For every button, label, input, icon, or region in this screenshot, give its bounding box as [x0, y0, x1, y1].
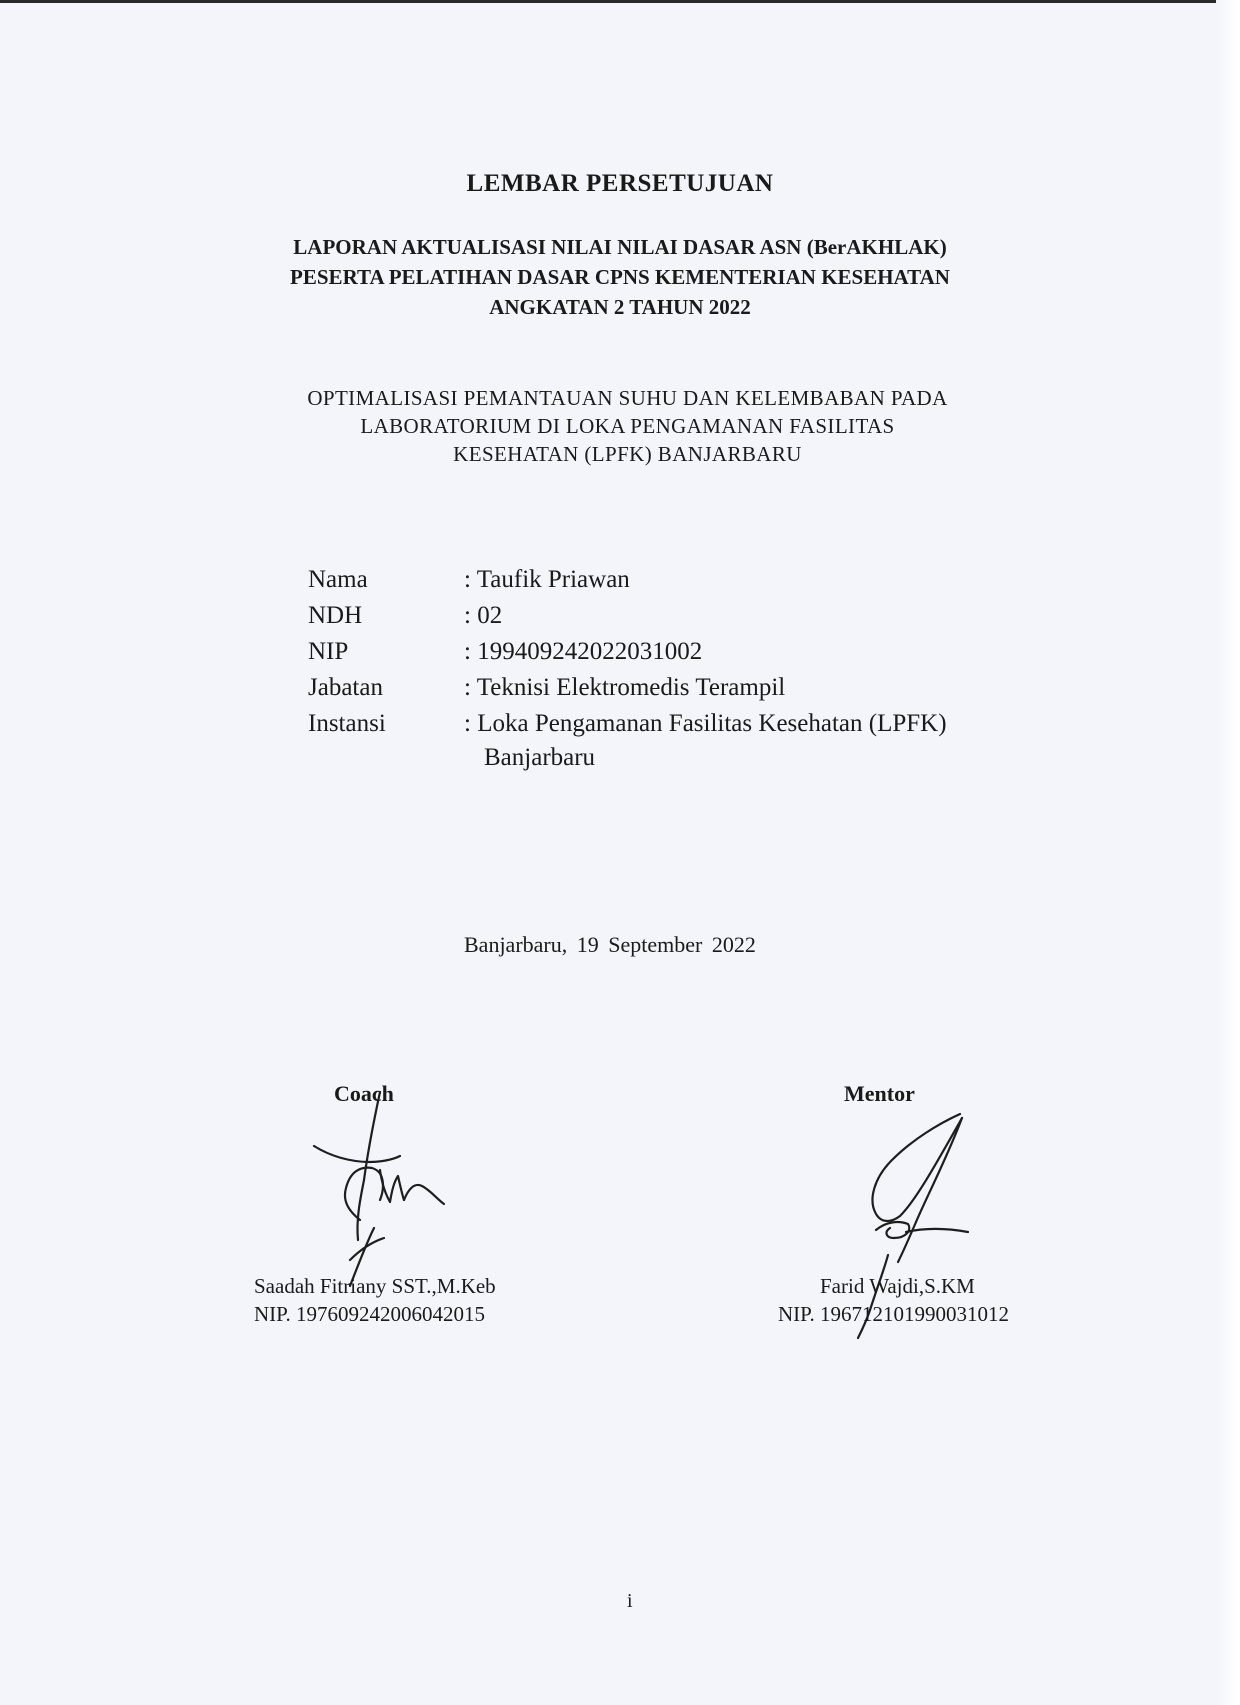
- mentor-name-block: [778, 1272, 1009, 1328]
- info-label: Jabatan: [308, 674, 383, 701]
- info-row-instansi: [308, 706, 1024, 742]
- info-row-jabatan: [308, 670, 1024, 706]
- page-number: i: [627, 1590, 633, 1612]
- info-row-nip: [308, 634, 1024, 670]
- subtitle-line: LAPORAN AKTUALISASI NILAI NILAI DASAR ASN (BerAKHLAK): [293, 235, 947, 259]
- info-value: : 02: [464, 602, 503, 629]
- info-row-nama: [308, 562, 1024, 598]
- subtitle-line: PESERTA PELATIHAN DASAR CPNS KEMENTERIAN KESEHATAN: [290, 265, 950, 289]
- info-value: : Taufik Priawan: [464, 566, 630, 593]
- info-label: NIP: [308, 638, 349, 665]
- info-label: Nama: [308, 566, 368, 593]
- subtitle-line: ANGKATAN 2 TAHUN 2022: [489, 295, 751, 319]
- instansi-continuation: Banjarbaru: [484, 744, 596, 771]
- coach-signature: [320, 1090, 490, 1290]
- info-value: : Teknisi Elektromedis Terampil: [464, 674, 786, 701]
- coach-name-block: [254, 1272, 496, 1328]
- report-subtitle: [0, 232, 1240, 322]
- info-value: : Loka Pengamanan Fasilitas Kesehatan (LPFK): [464, 710, 947, 737]
- mentor-role: Mentor: [844, 1081, 915, 1106]
- info-label: NDH: [308, 602, 363, 629]
- info-value: : 199409242022031002: [464, 638, 703, 665]
- participant-info: [308, 562, 1024, 776]
- mentor-nip: NIP. 196712101990031012: [778, 1302, 1010, 1326]
- scan-top-edge: [0, 0, 1240, 3]
- info-row-ndh: [308, 598, 1024, 634]
- place-date: Banjarbaru, 19 September 2022: [464, 932, 756, 957]
- coach-nip: NIP. 197609242006042015: [254, 1302, 486, 1326]
- topic-line: OPTIMALISASI PEMANTAUAN SUHU DAN KELEMBABAN PADA: [307, 386, 948, 410]
- topic-line: LABORATORIUM DI LOKA PENGAMANAN FASILITAS: [360, 414, 895, 438]
- mentor-name: Farid Wajdi,S.KM: [820, 1274, 975, 1298]
- topic-line: KESEHATAN (LPFK) BANJARBARU: [453, 442, 802, 466]
- coach-role: Coach: [334, 1081, 394, 1106]
- coach-name: Saadah Fitriany SST.,M.Keb: [254, 1274, 496, 1298]
- page-title: LEMBAR PERSETUJUAN: [466, 170, 774, 197]
- info-label: Instansi: [308, 710, 386, 737]
- report-topic: [0, 384, 1240, 468]
